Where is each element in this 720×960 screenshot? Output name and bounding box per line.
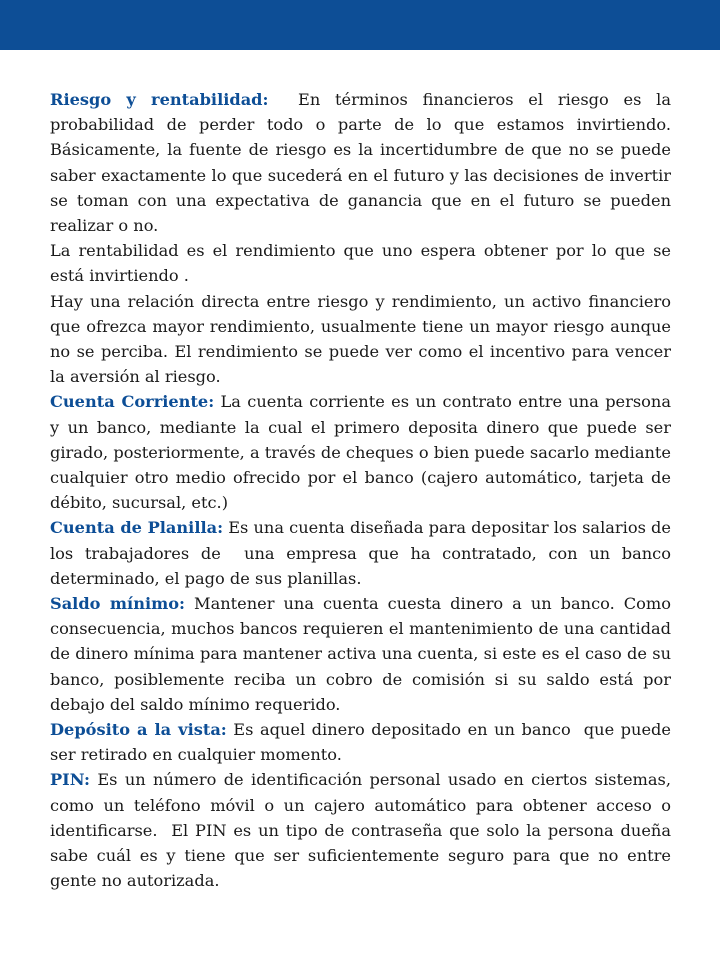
paragraph-pin — [50, 767, 677, 893]
term-cuenta-corriente: Cuenta Corriente: — [50, 392, 215, 412]
term-deposito-vista: Depósito a la vista: — [50, 720, 227, 740]
term-riesgo: Riesgo y rentabilidad: — [50, 90, 269, 109]
paragraph-saldo-minimo — [50, 591, 677, 717]
definition-rentabilidad: La rentabilidad es el rendimiento que uno espera obtener por lo que se está invirtiendo . — [50, 241, 671, 286]
paragraph-relacion — [50, 289, 671, 390]
term-saldo-minimo: Saldo mínimo: — [50, 594, 186, 614]
definition-riesgo: En términos financieros el riesgo es la probabilidad de perder todo o parte de lo que estamos invirtiendo. Básicamente, la fuente de riesgo es la incertidumbre de que no se puede saber exactamente lo que sucederá en el futuro y las decisiones de invertir se toman con una expectativa de ganancia que en el futuro se pueden realizar o no. — [50, 90, 677, 236]
definition-pin: Es un número de identificación personal usado en ciertos sistemas, como un teléfono móvil o un cajero automático para obtener acceso o identificarse. El PIN es un tipo de contraseña que solo la persona dueña sabe cuál es y tiene que ser suficientemente seguro para que no entre gente no autorizada. — [50, 770, 677, 891]
definition-cuenta-corriente: La cuenta corriente es un contrato entre una persona y un banco, mediante la cual el primero deposita dinero que puede ser girado, posteriormente, a través de cheques o bien puede sacarlo mediante cualquier otro medio ofrecido por el banco (cajero automático, tarjeta de débito, sucursal, etc.) — [50, 392, 677, 513]
paragraph-deposito-vista — [50, 717, 677, 767]
paragraph-cuenta-corriente — [50, 389, 677, 515]
term-cuenta-planilla: Cuenta de Planilla: — [50, 518, 224, 538]
header-bar — [0, 0, 720, 50]
definition-saldo-minimo: Mantener una cuenta cuesta dinero a un banco. Como consecuencia, muchos bancos requieren el mantenimiento de una cantidad de dinero mínima para mantener activa una cuenta, si este es el caso de su banco, posiblemente reciba un cobro de comisión si su saldo está por debajo del saldo mínimo requerido. — [50, 594, 677, 714]
paragraph-riesgo — [50, 87, 677, 238]
glossary-content — [50, 87, 677, 894]
paragraph-cuenta-planilla — [50, 515, 677, 591]
definition-deposito-vista: Es aquel dinero depositado en un banco que puede ser retirado en cualquier momento. — [50, 720, 677, 765]
paragraph-rentabilidad — [50, 238, 671, 288]
term-pin: PIN: — [50, 770, 90, 790]
definition-relacion: Hay una relación directa entre riesgo y rendimiento, un activo financiero que ofrezca mayor rendimiento, usualmente tiene un mayor riesgo aunque no se perciba. El rendimiento se puede ver como el incentivo para vencer la aversión al riesgo. — [50, 291, 671, 387]
definition-cuenta-planilla: Es una cuenta diseñada para depositar los salarios de los trabajadores de una empresa que ha contratado, con un banco determinado, el pago de sus planillas. — [50, 518, 677, 588]
